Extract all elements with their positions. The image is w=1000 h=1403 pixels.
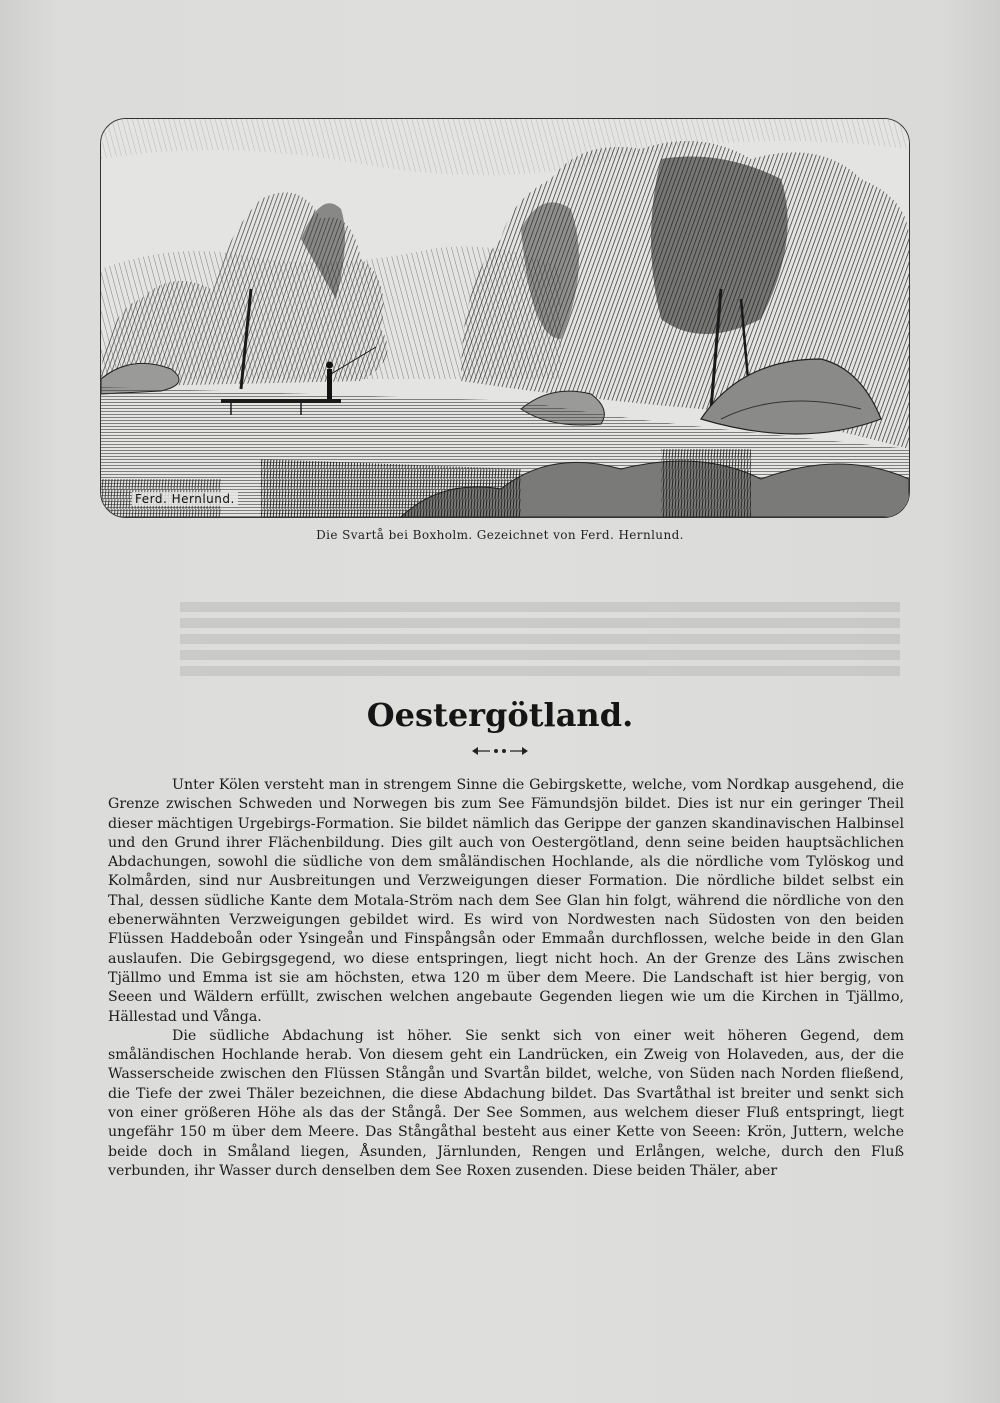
paragraph-2: Die südliche Abdachung ist höher. Sie senkt sich von einer weit höheren Gegend, dem småländischen Hochlande herab. Von diesem geht ein Landrücken, ein Zweig von Holaveden, aus, der die Wasserscheide zwischen den Flüssen Stångån und Svartån bildet, welche, von Süden nach Norden fließend, die Tiefe der zwei Thäler bezeichnen, die diese Abdachung bildet. Das Svartåthal ist breiter und senkt sich von einer größeren Höhe als das der Stångå. Der See Sommen, aus welchem dieser Fluß entspringt, liegt ungefähr 150 m über dem Meere. Das Stångåthal besteht aus einer Kette von Seeen: Krön, Juttern, welche beide doch in Småland liegen, Åsunden, Järnlunden, Rengen und Erlången, welche, durch den Fluß verbunden, ihr Wasser durch denselben dem See Roxen zusenden. Diese beiden Thäler, aber [108, 1027, 904, 1179]
bleed-through-text [180, 596, 900, 706]
landscape-engraving [100, 118, 910, 518]
figure-caption: Die Svartå bei Boxholm. Gezeichnet von Ferd. Hernlund. [316, 528, 684, 542]
title-ornament [470, 744, 530, 758]
article-body [108, 776, 904, 1181]
chapter-title: Oestergötland. [366, 696, 634, 734]
paragraph-1: Unter Kölen versteht man in strengem Sinne die Gebirgskette, welche, vom Nordkap ausgehend, die Grenze zwischen Schweden und Norwegen bis zum See Fämundsjön bildet. Dies ist nur ein geringer Theil dieser mächtigen Urgebirgs-Formation. Sie bildet nämlich das Gerippe der ganzen skandinavischen Halbinsel und den Grund ihrer Flächenbildung. Dies gilt auch von Oestergötland, denn seine beiden hauptsächlichen Abdachungen, sowohl die südliche von dem småländischen Hochlande, als die nördliche vom Tylöskog und Kolmården, sind nur Ausbreitungen und Verzweigungen dieser Formation. Die nördliche bildet selbst ein Thal, dessen südliche Kante dem Motala-Ström nach dem See Glan hin folgt, während die nördliche von den ebenerwähnten Verzweigungen gebildet wird. Es wird von Nordwesten nach Südosten von den beiden Flüssen Haddeboån oder Ysingeån und Finspångsån oder Emmaån durchflossen, welche beide in den Glan auslaufen. Die Gebirgsgegend, wo diese entspringen, liegt nicht hoch. An der Grenze des Läns zwischen Tjällmo und Emma ist sie am höchsten, etwa 120 m über dem Meere. Die Landschaft ist hier bergig, von Seeen und Wäldern erfüllt, zwischen welchen angebaute Gegenden liegen wie um die Kirchen in Tjällmo, Hällestad und Vånga. [108, 777, 904, 1025]
artist-signature: Ferd. Hernlund. [132, 492, 238, 506]
